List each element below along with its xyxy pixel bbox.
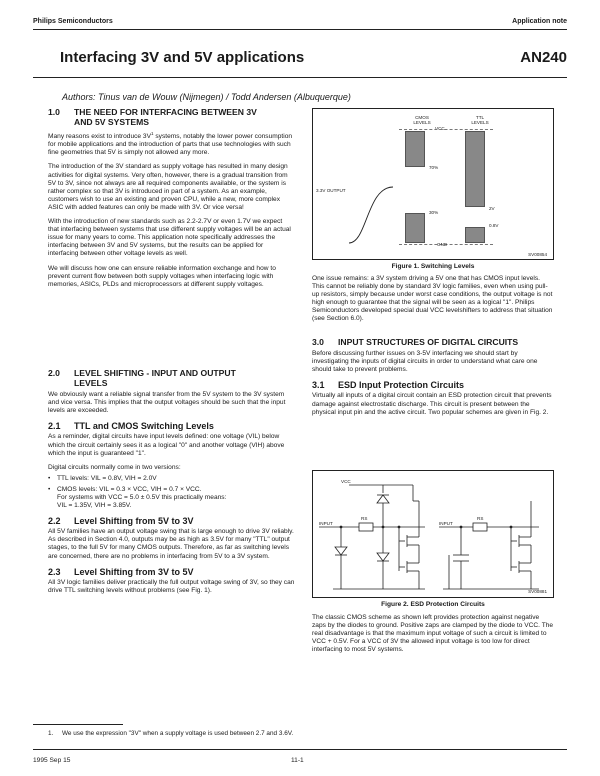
figure-2-esd-protection — [312, 470, 554, 598]
section-2-paragraph: We obviously want a reliable signal transfer from the 5V system to the 3V system and vice versa. This implies that the output voltages should be such that the input levels are exceeded. — [48, 391, 286, 415]
output-label: 3.3V OUTPUT — [316, 188, 346, 193]
figure-1-switching-levels — [312, 108, 554, 260]
rs-label-left: RS — [361, 516, 368, 521]
ttl-levels-label: TTL LEVELS — [471, 115, 489, 125]
section-3-1-paragraph: Virtually all inputs of a digital circuit contain an ESD protection circuit that prevents damage against electrostatic discharge. This circuit is present between the physical input pin and the active circuit. Two popular schemes are given in Fig. 2. — [312, 392, 552, 416]
ttl-high-bar — [465, 131, 485, 207]
vcc-label: VCC — [341, 479, 351, 484]
v08-label: 0.8V — [489, 223, 499, 228]
section-2-1-heading: 2.1 TTL and CMOS Switching Levels — [48, 421, 214, 432]
section-2-2-heading: 2.2 Level Shifting from 5V to 3V — [48, 516, 194, 527]
cmos-levels-label: CMOS LEVELS — [413, 115, 431, 125]
title-rule — [33, 77, 567, 78]
document-number: AN240 — [520, 49, 567, 66]
right-paragraph: One issue remains: a 3V system driving a 5V one that has CMOS input levels. This cannot be reliably done by standard 3V logic families, even when using pull-up resistors, simply because under worst case conditions, the output voltage is not high enough to guarantee that the signal will be seen as a logical "1". Philips Semiconductors developed special dual VCC levelshifters to address that situation (see Section 6.0). — [312, 275, 553, 323]
section-2-heading: 2.0 LEVEL SHIFTING - INPUT AND OUTPUT LEVELS — [48, 368, 236, 388]
document-type: Application note — [512, 18, 567, 25]
vcc-line — [399, 129, 493, 130]
section-1-heading: 1.0 THE NEED FOR INTERFACING BETWEEN 3V AND 5V SYSTEMS — [48, 107, 257, 127]
cmos-levels-bullet: • CMOS levels: VIL = 0.3 × VCC, VIH = 0.7 × VCC. For systems with VCC = 5.0 ± 0.5V this practically means: VIL = 1.35V, VIH = 3.85V. — [48, 486, 295, 510]
left-column — [48, 108, 295, 295]
figure-2-code: SV00881 — [528, 589, 547, 594]
ttl-levels-bullet: • TTL levels: VIL = 0.8V, VIH = 2.0V — [48, 475, 295, 483]
page-title: Interfacing 3V and 5V applications — [60, 49, 305, 66]
section-1-paragraph: The introduction of the 3V standard as supply voltage has resulted in many design activities for digital systems. Very often, however, there is a gradual transition from 5V to 3V, since not always are all required components available, or the system is rather complex so that 3V is introduced in part of a system. As an example, customers wish to use an existing and proven CPU, while a new, more complex ASIC with added features can only be made with 3V. Or vice versa! — [48, 163, 288, 211]
gnd-label: GND — [437, 242, 448, 247]
section-2-1-paragraph: As a reminder, digital circuits have input levels defined: one voltage (VIL) below which the circuit certainly sees it as a logical "0" and another voltage (VIH) above which the input is guaranteed "1". — [48, 433, 285, 457]
section-3-1-heading: 3.1 ESD Input Protection Circuits — [312, 380, 465, 391]
v2-label: 2V — [489, 206, 495, 211]
ttl-low-bar — [465, 227, 485, 243]
authors-line: Authors: Tinus van de Wouw (Nijmegen) / Todd Andersen (Albuquerque) — [62, 92, 351, 102]
esd-schematic — [313, 471, 553, 597]
pct70-label: 70% — [429, 165, 439, 170]
cmos-low-bar — [405, 213, 425, 243]
footer-rule — [33, 749, 567, 750]
input-label-left: INPUT — [319, 521, 333, 526]
section-1-paragraph: With the introduction of new standards such as 2.2-2.7V or even 1.7V we expect that interfacing between systems that use different supply voltages will be an actual issue for many years to come. This application note specifically addresses the interfacing between 3V and 5V systems, but the results can be applied for interfacing between other voltage levels as well. — [48, 218, 291, 258]
section-3-heading: 3.0 INPUT STRUCTURES OF DIGITAL CIRCUITS — [312, 336, 519, 347]
footnote-rule — [33, 724, 123, 725]
section-1-paragraph: Many reasons exist to introduce $3V^1$ systems, notably the lower power consumption for mobile applications and the introduction of parts that use technologies with such fine geometries that 5V is simply not allowed any more. — [48, 131, 293, 157]
right-column-lower — [312, 614, 554, 660]
pct30-label: 30% — [429, 210, 439, 215]
header-rule — [33, 29, 567, 30]
section-2-3-heading: 2.3 Level Shifting from 3V to 5V — [48, 566, 194, 577]
figure-1-caption: Figure 1. Switching Levels — [391, 263, 475, 270]
section-2-3-paragraph: All 3V logic families deliver practically the full output voltage swing of 3V, so they can drive TTL switching levels without problems (see Fig. 1). — [48, 578, 295, 594]
footer-page-number: 11-1 — [291, 757, 304, 764]
cmos-high-bar — [405, 131, 425, 167]
figure-2-caption: Figure 2. ESD Protection Circuits — [381, 601, 485, 608]
footnote: 1. We use the expression "3V" when a supply voltage is used between 2.7 and 3.6V. — [48, 730, 294, 737]
rs-label-right: RS — [477, 516, 484, 521]
section-2-1-paragraph: Digital circuits normally come in two versions: — [48, 463, 181, 471]
vcc-label: VCC — [435, 126, 445, 131]
section-3-1-paragraph: The classic CMOS scheme as shown left provides protection against negative zaps by the diodes to ground. Positive zaps are clamped by the diode to VCC. The real disadvantage is that the maximum input voltage of such a circuit is limited to VCC + 0.5V. For a VCC of 3V the allowed input voltage is too low for direct interfacing to most 5V systems. — [312, 614, 554, 654]
figure-1-code: SV00854 — [528, 252, 547, 257]
output-transition-curve — [347, 185, 397, 245]
right-column — [312, 275, 554, 423]
footer-date: 1995 Sep 15 — [33, 757, 71, 764]
input-label-right: INPUT — [439, 521, 453, 526]
section-2-2-paragraph: All 5V families have an output voltage swing that is large enough to drive 3V reliably. As described in Section 4.0, outputs may be as high as 3.5V for many "TTL" output stages, to the full 5V for many CMOS outputs. Therefore, as far as switching levels are concerned, there are no problems in interfacing from 5V to a 3V system. — [48, 528, 294, 560]
company-name: Philips Semiconductors — [33, 18, 113, 25]
left-column-lower — [48, 369, 295, 601]
section-1-paragraph: We will discuss how one can ensure reliable information exchange and how to prevent current flow between both supply voltages when interfacing logic with memories, ASICs, PLDs and microprocessors at different supply voltages. — [48, 264, 276, 288]
section-3-paragraph: Before discussing further issues on 3-5V interfacing we should start by investigating the inputs of digital circuits in order to understand what care one should take to prevent problems. — [312, 350, 538, 374]
